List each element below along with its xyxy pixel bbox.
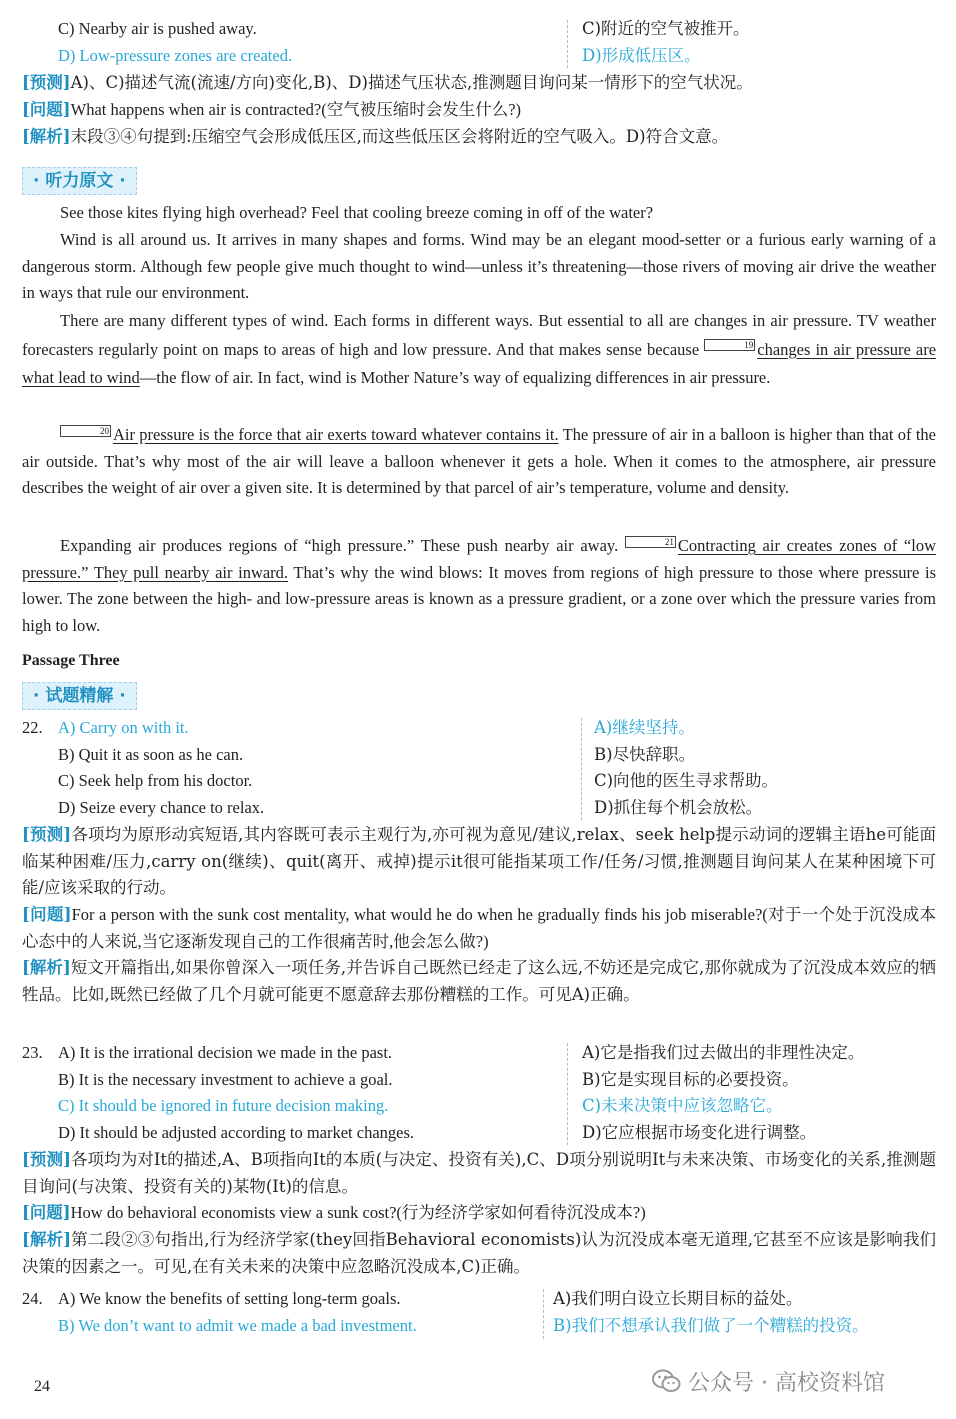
q22-option-c-en: C) Seek help from his doctor. [58,771,253,790]
question-analysis-tag: · 试题精解 · [22,682,137,710]
predict-tag: [预测] [22,73,71,92]
q24-option-b-zh: B)我们不想承认我们做了一个糟糕的投资。 [553,1316,869,1335]
q23-number: 23. [22,1043,43,1062]
column-divider [543,1289,544,1339]
q22-option-d-zh: D)抓住每个机会放松。 [594,798,763,817]
q22-option-b-en: B) Quit it as soon as he can. [58,745,244,764]
q22-option-d-en: D) Seize every chance to relax. [58,798,265,817]
mark-19: 19 [704,339,755,351]
q22-option-a-zh: A)继续坚持。 [594,718,695,737]
column-divider [567,1043,568,1145]
q24-number: 24. [22,1289,43,1308]
transcript-paragraph-4: 20 Air pressure is the force that air exerts toward whatever contains it. The pressure of air in a balloon is higher than that of the air outside. That’s why most of the air will leave a balloon whenever it gets a hole. When it comes to the atmosphere, air pressure describes the weight of air over a given site. It is determined by that parcel of air’s temperature, volume and density. [22,425,936,498]
passage-three-title: Passage Three [22,652,120,669]
q21-analysis: [解析]末段③④句提到:压缩空气会形成低压区,而这些低压区会将附近的空气吸入。D)符合文意。 [22,127,729,146]
column-divider [567,20,568,68]
q24-option-b-en: B) We don’t want to admit we made a bad investment. [58,1316,417,1335]
q21-option-c-en: C) Nearby air is pushed away. [58,19,257,38]
q22-option-b-zh: B)尽快辞职。 [594,745,696,764]
transcript-paragraph-1: See those kites flying high overhead? Feel that cooling breeze coming in off of the water? [60,203,654,222]
q24-option-a-en: A) We know the benefits of setting long-term goals. [58,1289,401,1308]
q23-option-b-zh: B)它是实现目标的必要投资。 [582,1070,799,1089]
q22-option-c-zh: C)向他的医生寻求帮助。 [594,771,779,790]
q23-option-d-en: D) It should be adjusted according to market changes. [58,1123,415,1142]
q22-analysis: [解析]短文开篇指出,如果你曾深入一项任务,并告诉自己既然已经走了这么远,不妨还是完成它,那你就成为了沉没成本效应的牺牲品。比如,既然已经做了几个月就可能更不愿意辞去那份糟糕的工作。可见A)正确。 [22,958,936,1004]
q22-question: [问题]For a person with the sunk cost mentality, what would he do when he gradually finds his job miserable?(对于一个处于沉没成本心态中的人来说,当它逐渐发现自己的工作很痛苦时,他会怎么做?) [22,905,936,951]
q23-option-a-zh: A)它是指我们过去做出的非理性决定。 [582,1043,865,1062]
transcript-paragraph-3: There are many different types of wind. Each forms in different ways. But essential to all are changes in air pressure. TV weather forecasters regularly point on maps to areas of high and low pressure. And that makes sense because 19 changes in air pressure are what lead to wind—the flow of air. In fact, wind is Mother Nature’s way of equalizing differences in air pressure. [22,311,937,387]
transcript-tag: · 听力原文 · [22,167,137,195]
watermark [652,1366,885,1397]
key-sentence-21: Contracting air creates zones of “low pressure.” They pull nearby air inward. [22,536,936,582]
q22-number: 22. [22,718,43,737]
q22-option-a-en: A) Carry on with it. [58,718,189,737]
q21-option-d-en: D) Low-pressure zones are created. [58,46,293,65]
q21-question: [问题]What happens when air is contracted?(空气被压缩时会发生什么?) [22,100,522,119]
analysis-tag: [解析] [22,127,71,146]
q23-question: [问题]How do behavioral economists view a sunk cost?(行为经济学家如何看待沉没成本?) [22,1203,646,1222]
page-number: 24 [34,1378,50,1395]
q23-predict: [预测]各项均为对It的描述,A、B项指向It的本质(与决定、投资有关),C、D项分别说明It与未来决策、市场变化的关系,推测题目询问(与决策、投资有关的)某物(It)的信息。 [22,1150,936,1196]
q23-option-c-zh: C)未来决策中应该忽略它。 [582,1096,783,1115]
q23-option-a-en: A) It is the irrational decision we made in the past. [58,1043,393,1062]
key-sentence-20: Air pressure is the force that air exerts toward whatever contains it. [113,425,559,444]
wechat-icon [652,1368,682,1394]
question-tag: [问题] [22,100,71,119]
q21-option-d-zh: D)形成低压区。 [582,46,701,65]
q23-option-d-zh: D)它应根据市场变化进行调整。 [582,1123,817,1142]
q24-option-a-zh: A)我们明白设立长期目标的益处。 [553,1289,803,1308]
q21-option-c-zh: C)附近的空气被推开。 [582,19,750,38]
mark-20: 20 [60,425,111,437]
mark-21: 21 [625,536,676,548]
transcript-paragraph-5: Expanding air produces regions of “high pressure.” These push nearby air away. 21 Contracting air creates zones of “low pressure.” They pull nearby air inward. That’s why the wind blows: It moves from regions of high pressure to those where pressure is lower. The zone between the high- and low-pressure areas is known as a pressure gradient, or a zone over which the pressure varies from high to low. [22,536,937,635]
watermark-text: 公众号 · 高校资料馆 [688,1371,885,1396]
column-divider [581,718,582,820]
transcript-paragraph-2: Wind is all around us. It arrives in many shapes and forms. Wind may be an elegant mood-setter or a furious early warning of a dangerous storm. Although few people give much thought to wind—unless it’s threatening—those rivers of moving air drive the weather in ways that rule our environment. [22,230,936,303]
q23-analysis: [解析]第二段②③句指出,行为经济学家(they回指Behavioral economists)认为沉没成本毫无道理,它甚至不应该是影响我们决策的因素之一。可见,在有关未来的决策中应忽略沉没成本,C)正确。 [22,1230,936,1276]
q23-option-c-en: C) It should be ignored in future decision making. [58,1096,389,1115]
q23-option-b-en: B) It is the necessary investment to achieve a goal. [58,1070,393,1089]
key-sentence-19: changes in air pressure are what lead to wind [22,339,937,387]
q22-predict: [预测]各项均为原形动宾短语,其内容既可表示主观行为,亦可视为意见/建议,relax、seek help提示动词的逻辑主语he可能面临某种困难/压力,carry on(继续)、quit(离开、戒掉)提示it很可能指某项工作/任务/习惯,推测题目询问某人在某种困境下可能/应该采取的行动。 [22,825,936,898]
q21-predict: [预测]A)、C)描述气流(流速/方向)变化,B)、D)描述气压状态,推测题目询问某一情形下的空气状况。 [22,73,753,92]
